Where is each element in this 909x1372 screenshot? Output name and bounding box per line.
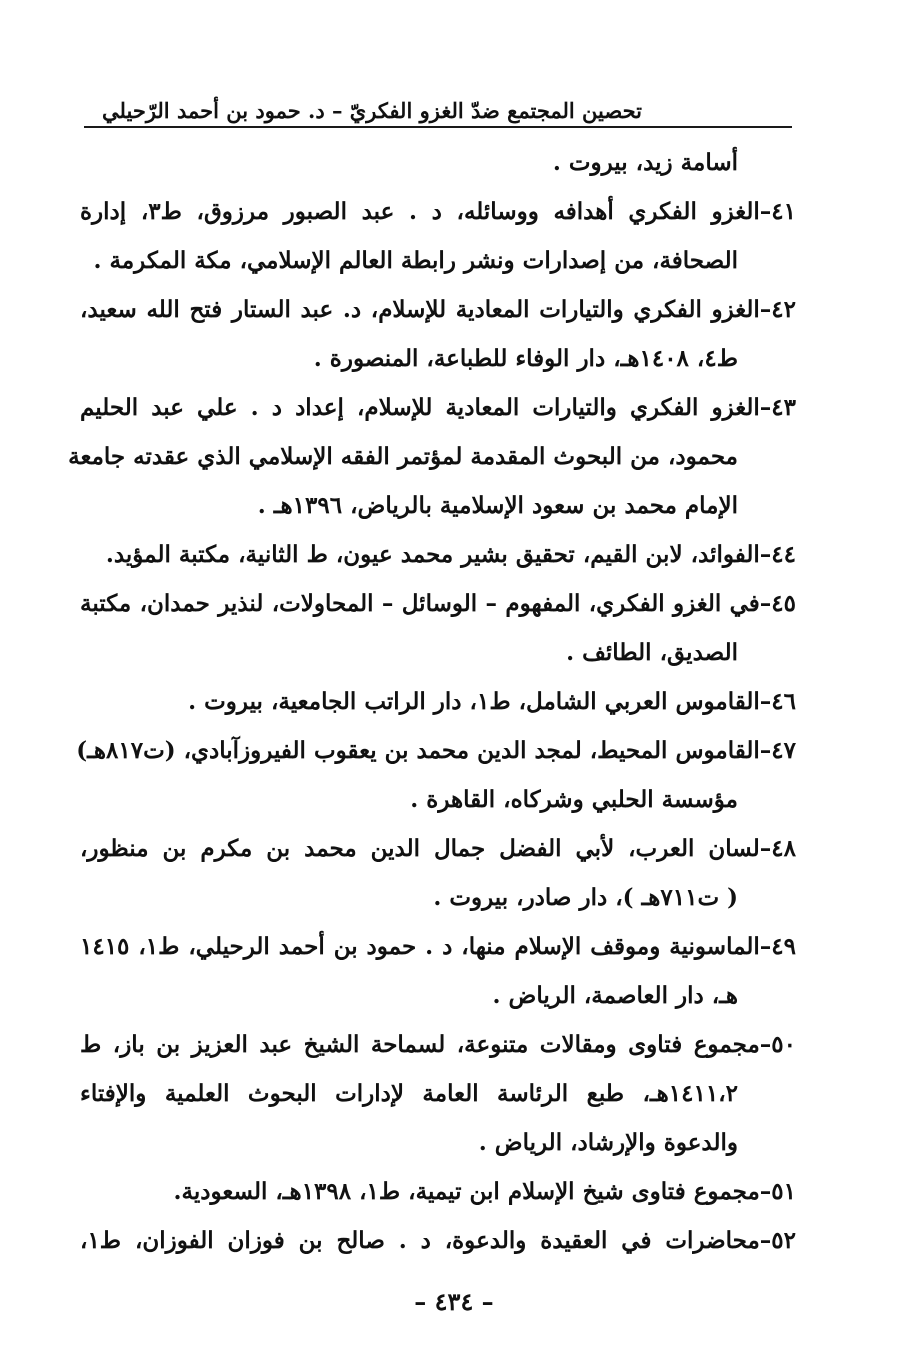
text-line: ٤٩–الماسونية وموقف الإسلام منها، د . حمود بن أحمد الرحيلي، ط١، ١٤١٥ xyxy=(80,933,796,960)
text-line: ٤٧–القاموس المحيط، لمجد الدين محمد بن يعقوب الفيروزآبادي، (ت٨١٧هـ) xyxy=(76,737,796,764)
text-line: الصحافة، من إصدارات ونشر رابطة العالم الإسلامي، مكة المكرمة . xyxy=(93,247,738,274)
text-line: محمود، من البحوث المقدمة لمؤتمر الفقه الإسلامي الذي عقدته جامعة xyxy=(68,443,738,470)
text-line: ٤٢–الغزو الفكري والتيارات المعادية للإسلام، د. عبد الستار فتح الله سعيد، xyxy=(80,296,796,323)
text-line: ٤٣–الغزو الفكري والتيارات المعادية للإسلام، إعداد د . علي عبد الحليم xyxy=(80,394,796,421)
text-line: ٤٨–لسان العرب، لأبي الفضل جمال الدين محمد بن مكرم بن منظور، xyxy=(80,835,796,862)
page-number: – ٤٣٤ – xyxy=(414,1287,494,1316)
text-line: ط٤، ١٤٠٨هـ، دار الوفاء للطباعة، المنصورة . xyxy=(313,345,738,372)
running-header: تحصين المجتمع ضدّ الغزو الفكريّ – د. حمود بن أحمد الرّحيلي xyxy=(102,98,642,123)
text-line: الصديق، الطائف . xyxy=(566,639,738,666)
text-line: الإمام محمد بن سعود الإسلامية بالرياض، ١٣٩٦هـ . xyxy=(257,492,738,519)
text-line: هـ، دار العاصمة، الرياض . xyxy=(492,982,738,1009)
text-line: ٤٦–القاموس العربي الشامل، ط١، دار الراتب الجامعية، بيروت . xyxy=(188,688,796,715)
text-line: ٥٠–مجموع فتاوى ومقالات متنوعة، لسماحة الشيخ عبد العزيز بن باز، ط xyxy=(80,1031,796,1058)
text-line: ٥١–مجموع فتاوى شيخ الإسلام ابن تيمية، ط١، ١٣٩٨هـ، السعودية. xyxy=(173,1178,796,1205)
text-line: ٤١–الغزو الفكري أهدافه ووسائله، د . عبد الصبور مرزوق، ط٣، إدارة xyxy=(80,198,796,225)
bibliography-list xyxy=(68,138,796,1265)
text-line: ٤٤–الفوائد، لابن القيم، تحقيق بشير محمد عيون، ط الثانية، مكتبة المؤيد. xyxy=(105,541,796,568)
text-line: أسامة زيد، بيروت . xyxy=(552,149,738,176)
text-line: ( ت٧١١هـ )، دار صادر، بيروت . xyxy=(433,884,738,911)
text-line: ٤٥–في الغزو الفكري، المفهوم – الوسائل – المحاولات، لنذير حمدان، مكتبة xyxy=(80,590,796,617)
text-line: والدعوة والإرشاد، الرياض . xyxy=(478,1129,738,1156)
text-line: ٥٢–محاضرات في العقيدة والدعوة، د . صالح بن فوزان الفوزان، ط١، xyxy=(80,1227,796,1254)
text-line: ١٤١١،٢هـ، طبع الرئاسة العامة لإدارات البحوث العلمية والإفتاء xyxy=(80,1080,738,1107)
header-rule xyxy=(84,126,792,128)
text-line: مؤسسة الحلبي وشركاه، القاهرة . xyxy=(410,786,738,813)
